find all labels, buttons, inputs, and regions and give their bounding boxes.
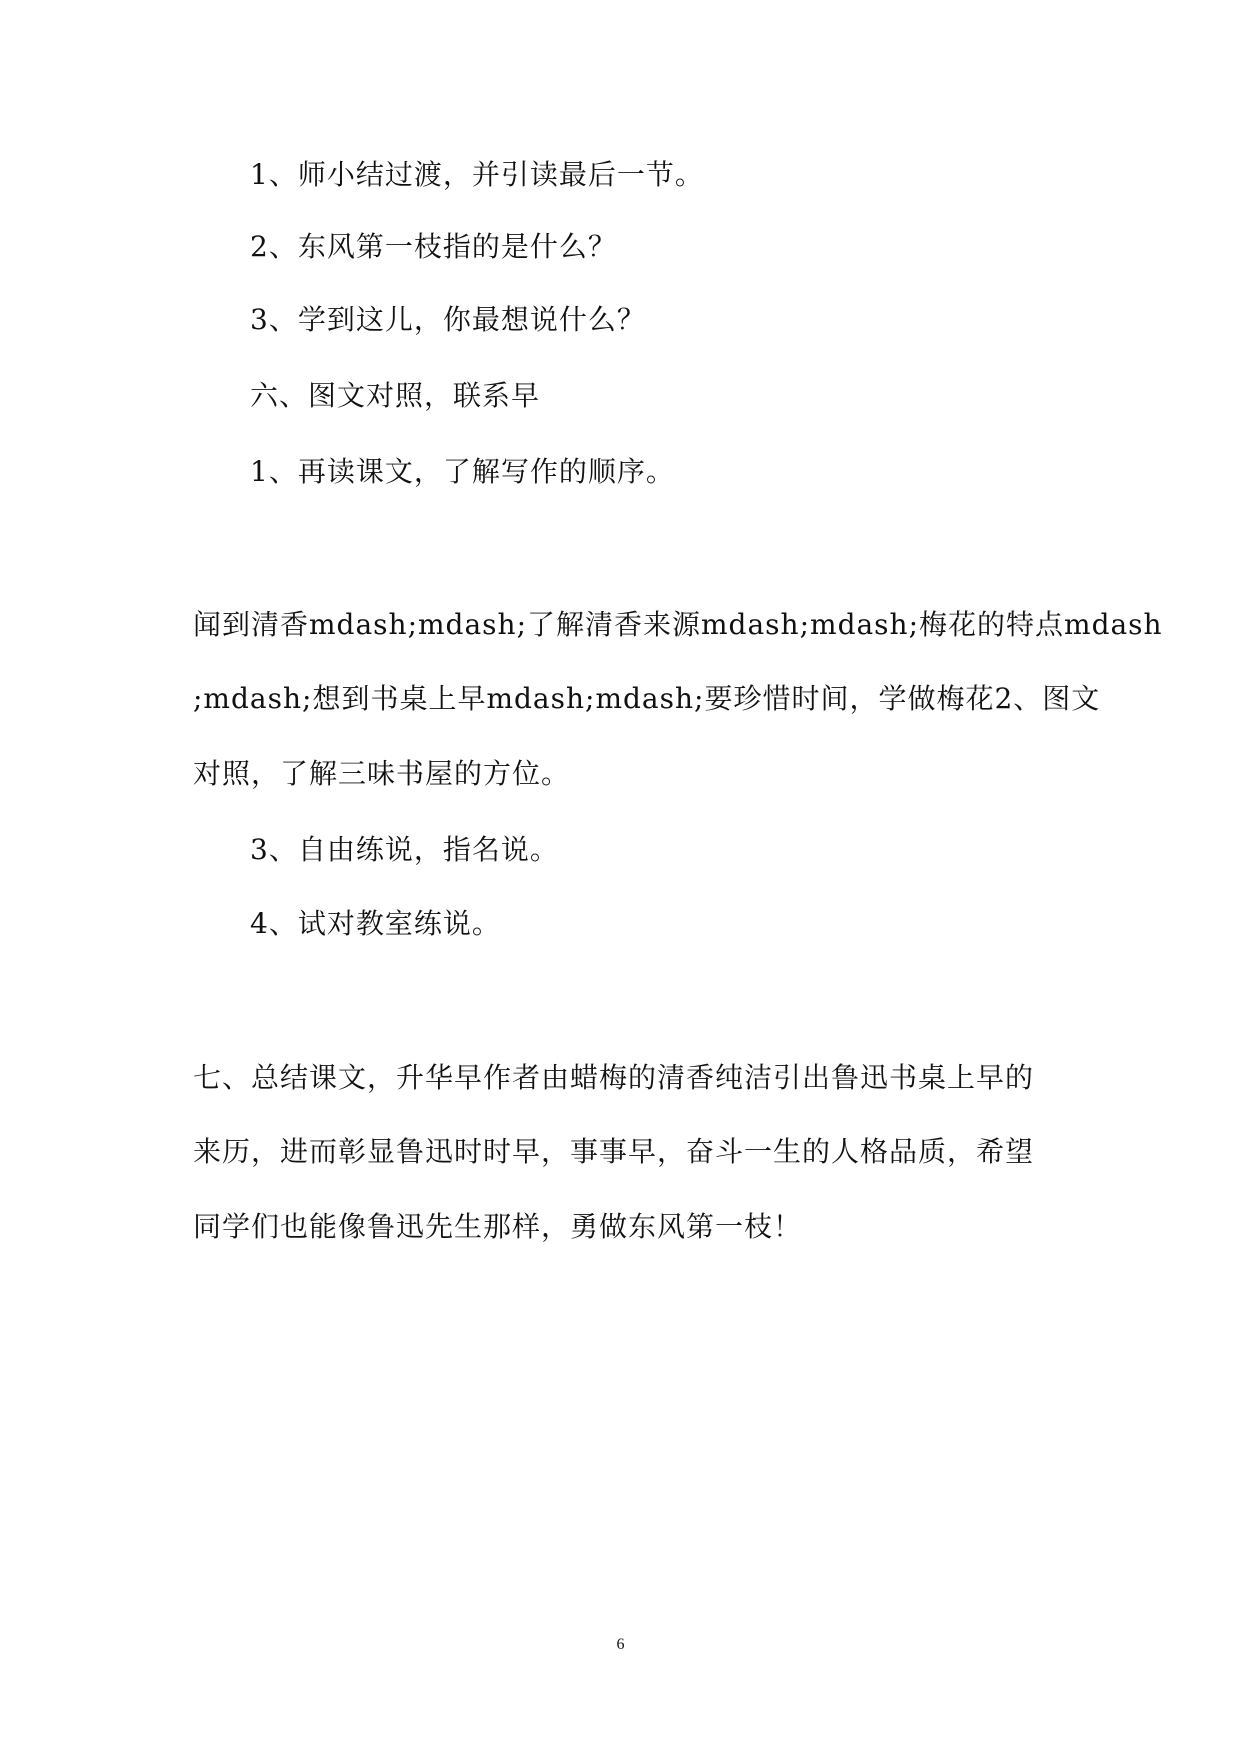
section-heading-7: 七、总结课文，升华早作者由蜡梅的清香纯洁引出鲁迅书桌上早的 [193, 1061, 1035, 1094]
paragraph-line-4: 1、再读课文，了解写作的顺序。 [250, 455, 675, 488]
paragraph-line-5: 闻到清香mdash;mdash;了解清香来源mdash;mdash;梅花的特点mdash [193, 608, 1163, 641]
paragraph-line-9: 4、试对教室练说。 [250, 907, 501, 940]
paragraph-line-8: 3、自由练说，指名说。 [250, 833, 559, 866]
paragraph-line-1: 1、师小结过渡，并引读最后一节。 [250, 158, 704, 191]
paragraph-line-6: ;mdash;想到书桌上早mdash;mdash;要珍惜时间，学做梅花2、图文 [193, 682, 1101, 715]
page-number: 6 [616, 1636, 625, 1653]
paragraph-line-7: 对照，了解三味书屋的方位。 [193, 757, 571, 790]
section-heading-6: 六、图文对照，联系早 [250, 379, 541, 412]
paragraph-line-10: 来历，进而彰显鲁迅时时早，事事早，奋斗一生的人格品质，希望 [193, 1135, 1035, 1168]
paragraph-line-2: 2、东风第一枝指的是什么？ [250, 230, 617, 263]
paragraph-line-11: 同学们也能像鲁迅先生那样，勇做东风第一枝！ [193, 1210, 803, 1243]
paragraph-line-3: 3、学到这儿，你最想说什么？ [250, 303, 646, 336]
